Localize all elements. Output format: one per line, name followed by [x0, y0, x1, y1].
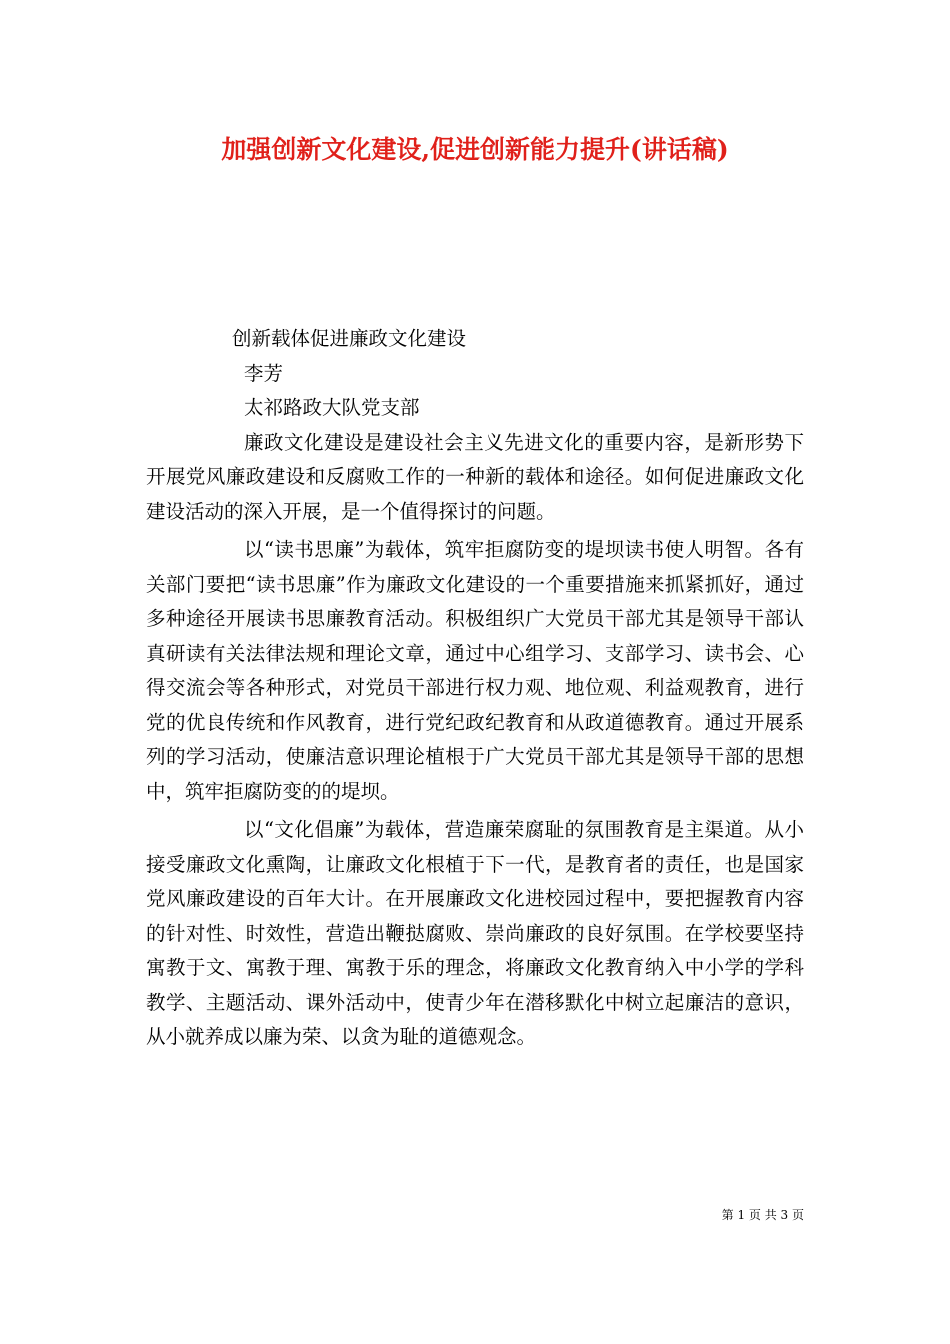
paragraph-culture: 以“文化倡廉”为载体，营造廉荣腐耻的氛围教育是主渠道。从小接受廉政文化熏陶，让廉政文化根植于下一代，是教育者的责任，也是国家党风廉政建设的百年大计。在开展廉政文化进校园过程中，要把握教育内容的针对性、时效性，营造出鞭挞腐败、崇尚廉政的良好氛围。在学校要坚持寓教于文、寓教于理、寓教于乐的理念，将廉政文化教育纳入中小学的学科教学、主题活动、课外活动中，使青少年在潜移默化中树立起廉洁的意识，从小就养成以廉为荣、以贪为耻的道德观念。 [146, 818, 804, 1048]
author-name: 李芳 [244, 361, 284, 385]
document-title: 加强创新文化建设,促进创新能力提升(讲话稿) [221, 135, 729, 164]
author-organization: 太祁路政大队党支部 [244, 396, 420, 419]
document-body [146, 322, 804, 1055]
paragraph-reading: 以“读书思廉”为载体，筑牢拒腐防变的堤坝读书使人明智。各有关部门要把“读书思廉”作为廉政文化建设的一个重要措施来抓紧抓好，通过多种途径开展读书思廉教育活动。积极组织广大党员干部尤其是领导干部认真研读有关法律法规和理论文章，通过中心组学习、支部学习、读书会、心得交流会等各种形式，对党员干部进行权力观、地位观、利益观教育，进行党的优良传统和作风教育，进行党纪政纪教育和从政道德教育。通过开展系列的学习活动，使廉洁意识理论植根于广大党员干部尤其是领导干部的思想中，筑牢拒腐防变的的堤坝。 [146, 538, 804, 803]
page-number: 第 1 页 共 3 页 [721, 1208, 804, 1222]
paragraph-intro: 廉政文化建设是建设社会主义先进文化的重要内容，是新形势下开展党风廉政建设和反腐败工作的一种新的载体和途径。如何促进廉政文化建设活动的深入开展，是一个值得探讨的问题。 [146, 430, 804, 523]
article-subtitle: 创新载体促进廉政文化建设 [232, 327, 467, 350]
